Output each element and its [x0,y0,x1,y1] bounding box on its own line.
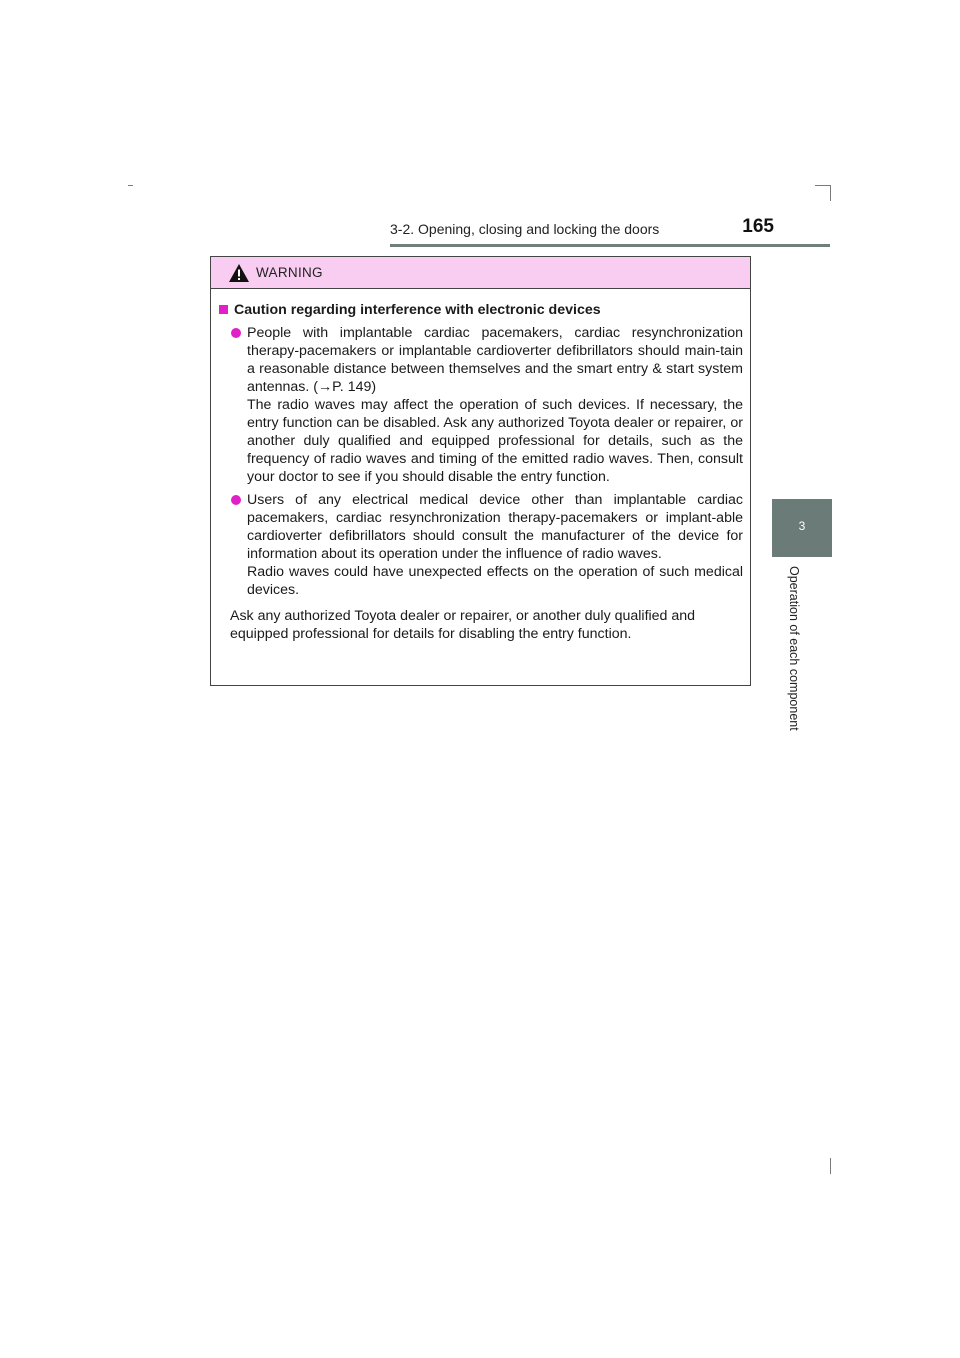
round-bullet-icon [231,328,241,338]
warning-body [211,289,750,643]
caution-heading [219,301,743,319]
paragraph: Radio waves could have unexpected effects on the operation of such medical devices. [247,564,743,598]
warning-header [211,257,750,289]
crop-mark [128,185,133,186]
closing-line: equipped professional for details for disabling the entry function. [230,626,632,642]
closing-line: Ask any authorized Toyota dealer or repairer, or another duly qualified and [230,608,696,624]
page-number: 165 [742,216,774,237]
list-item [231,491,743,599]
warning-box [210,256,751,686]
list-item [231,324,743,486]
warning-label: WARNING [256,265,323,280]
crop-mark [830,1158,831,1174]
chapter-title: Operation of each component [787,566,801,731]
round-bullet-icon [231,495,241,505]
paragraph: People with implantable cardiac pacemakers, cardiac resynchronization therapy-pacemakers or implantable cardioverter defibrillators should main-tain a reasonable distance between themselves and the smart entry & start system antennas. (→P. 149) [247,325,743,395]
page-header [390,214,830,247]
crop-mark [815,185,831,186]
caution-heading-text: Caution regarding interference with electronic devices [234,302,601,318]
square-bullet-icon [219,305,228,314]
crop-mark [830,185,831,201]
closing-note [230,607,743,643]
chapter-tab [772,499,832,557]
paragraph: The radio waves may affect the operation of such devices. If necessary, the entry function can be disabled. Ask any authorized Toyota dealer or repairer, or another duly qualified and equipped professional for details, such as the frequency of radio waves and timing of the emitted radio waves. Then, consult your doctor to see if you should disable the entry function. [247,397,743,485]
section-title: 3-2. Opening, closing and locking the doors [390,221,660,237]
warning-triangle-icon [228,263,250,283]
chapter-number: 3 [798,519,806,533]
chapter-title-vertical [784,566,804,766]
paragraph: Users of any electrical medical device other than implantable cardiac pacemakers, cardiac resynchronization therapy-pacemakers or implant-able cardioverter defibrillators should consult the manufacturer of the device for information about its operation under the influence of radio waves. [247,492,743,562]
